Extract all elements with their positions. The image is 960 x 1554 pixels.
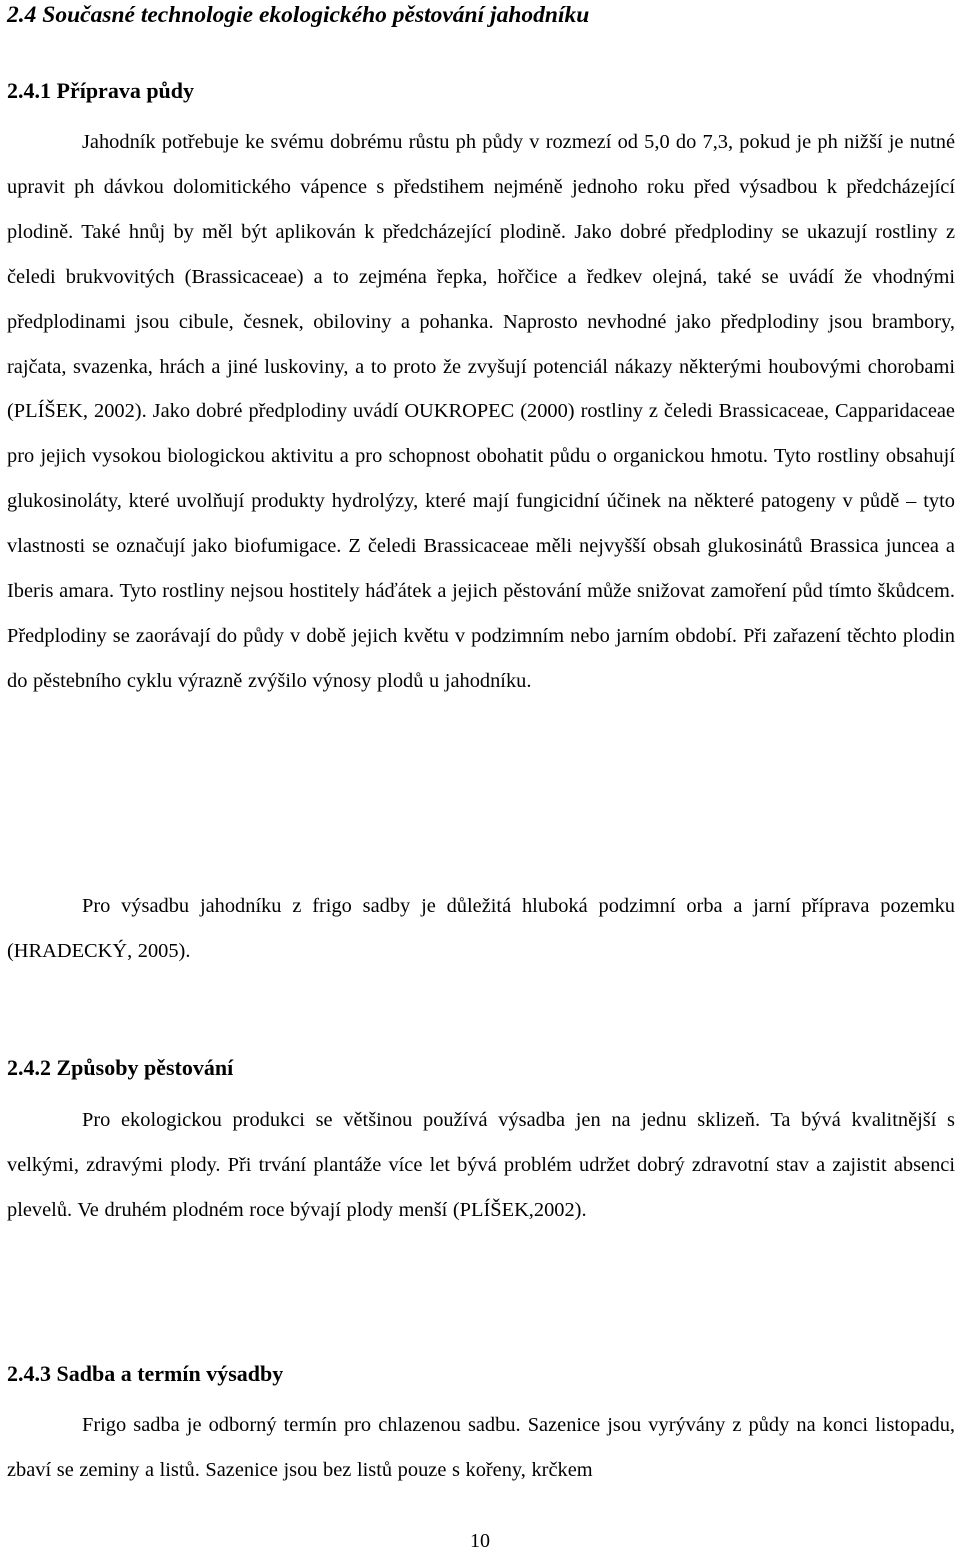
paragraph-sadba: Frigo sadba je odborný termín pro chlazenou sadbu. Sazenice jsou vyrývány z půdy na konci listopadu, zbaví se zeminy a listů. Sazenice jsou bez listů pouze s kořeny, krčkem	[7, 1414, 955, 1481]
page-number: 10	[470, 1530, 490, 1552]
paragraph-priprava-pudy-1: Jahodník potřebuje ke svému dobrému růstu ph půdy v rozmezí od 5,0 do 7,3, pokud je ph nižší je nutné upravit ph dávkou dolomitického vápence s předstihem nejméně jednoho roku před výsadbou k předcházející plodině. Také hnůj by měl být aplikován k předcházející plodině. Jako dobré předplodiny se ukazují rostliny z čeledi brukvovitých (Brassicaceae) a to zejména řepka, hořčice a ředkev olejná, také se uvádí že vhodnými předplodinami jsou cibule, česnek, obiloviny a pohanka. Naprosto nevhodné jako předplodiny jsou brambory, rajčata, svazenka, hrách a jiné luskoviny, a to proto že zvyšují potenciál nákazy některými houbovými chorobami (PLÍŠEK, 2002). Jako dobré předplodiny uvádí OUKROPEC (2000) rostliny z čeledi Brassicaceae, Capparidaceae pro jejich vysokou biologickou aktivitu a pro schopnost obohatit půdu o organickou hmotu. Tyto rostliny obsahují glukosinoláty, které uvolňují produkty hydrolýzy, které mají fungicidní účinek na některé patogeny v půdě – tyto vlastnosti se označují jako biofumigace. Z čeledi Brassicaceae měli nejvyšší obsah glukosinátů Brassica juncea a Iberis amara. Tyto rostliny nejsou hostitely háďátek a jejich pěstování může snižovat zamoření půd tímto škůdcem. Předplodiny se zaorávají do půdy v době jejich květu v podzimním nebo jarním období. Při zařazení těchto plodin do pěstebního cyklu výrazně zvýšilo výnosy plodů u jahodníku.	[7, 131, 955, 692]
paragraph-zpusoby-pestovani: Pro ekologickou produkci se většinou používá výsadba jen na jednu sklizeň. Ta bývá kvalitnější s velkými, zdravými plody. Při trvání plantáže více let bývá problém udržet dobrý zdravotní stav a zajistit absenci plevelů. Ve druhém plodném roce bývají plody menší (PLÍŠEK,2002).	[7, 1109, 955, 1221]
subsection-heading-sadba: 2.4.3 Sadba a termín výsadby	[7, 1361, 284, 1386]
paragraph-priprava-pudy-2: Pro výsadbu jahodníku z frigo sadby je důležitá hluboká podzimní orba a jarní příprava pozemku (HRADECKÝ, 2005).	[7, 895, 955, 962]
subsection-heading-zpusoby-pestovani: 2.4.2 Způsoby pěstování	[7, 1055, 234, 1080]
section-title: 2.4 Současné technologie ekologického pěstování jahodníku	[7, 2, 590, 28]
subsection-heading-priprava-pudy: 2.4.1 Příprava půdy	[7, 78, 195, 103]
